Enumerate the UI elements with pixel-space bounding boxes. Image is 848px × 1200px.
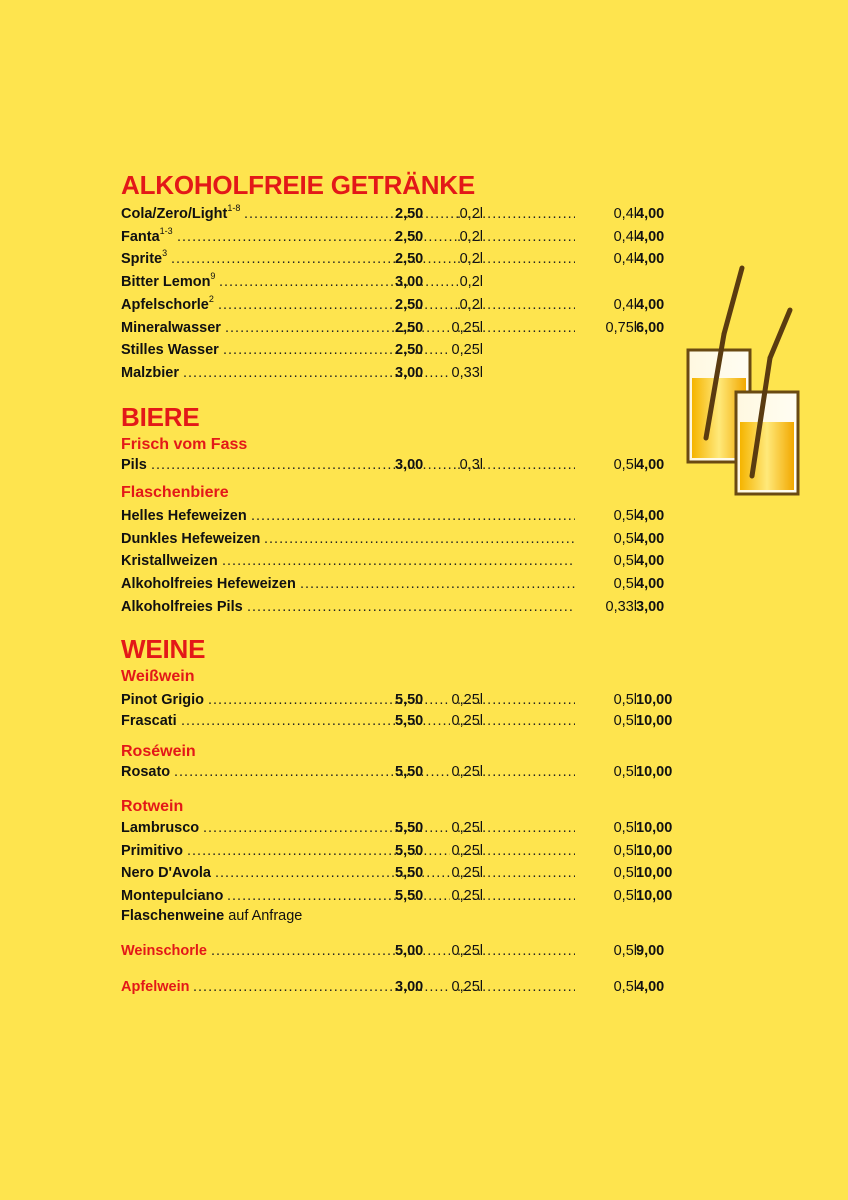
- item-name: [121, 761, 170, 783]
- subtitle-rosewein: Roséwein: [121, 743, 196, 760]
- item-size-large: 0,4l: [613, 206, 637, 222]
- item-size: 0,2l: [459, 274, 483, 291]
- item-name-text: Pinot Grigio: [121, 692, 204, 708]
- item-price: 2,50: [395, 206, 424, 222]
- item-name-text: Helles Hefeweizen: [121, 508, 247, 524]
- item-price-large: 4,00: [636, 553, 665, 570]
- flaschenweine-note: [121, 905, 681, 927]
- item-name: [121, 862, 211, 884]
- item-name: [121, 976, 189, 998]
- item-price: 5,50: [395, 764, 424, 780]
- item-name-text: Stilles Wasser: [121, 342, 219, 359]
- item-name: [121, 362, 179, 384]
- item-price: 5,50: [395, 842, 424, 859]
- dot-leader: [457, 226, 575, 248]
- dot-leader: [457, 817, 575, 839]
- item-size-large: 0,5l: [613, 508, 637, 524]
- menu-item: [121, 271, 681, 293]
- footnote-marker: 3: [162, 248, 168, 259]
- item-size: 0,2l: [459, 206, 483, 222]
- item-name: [121, 271, 215, 293]
- item-price: 5,50: [395, 865, 424, 882]
- menu-item: [121, 528, 681, 550]
- item-size-large: 0,4l: [613, 228, 637, 245]
- item-name-text: Cola/Zero/Light: [121, 206, 228, 222]
- item-name: [121, 596, 243, 618]
- item-name: [121, 339, 219, 361]
- menu-item: [121, 817, 681, 839]
- item-price: 5,00: [395, 943, 424, 959]
- item-price: 2,50: [395, 342, 424, 359]
- item-name-text: Bitter Lemon: [121, 274, 211, 291]
- subtitle-rotwein: Rotwein: [121, 798, 184, 815]
- item-price: 2,50: [395, 319, 424, 336]
- item-size: 0,25l: [451, 319, 483, 336]
- menu-item: [121, 710, 681, 732]
- item-price-large: 9,00: [636, 943, 665, 959]
- menu-item: [121, 976, 681, 998]
- dot-leader: [251, 505, 575, 527]
- item-name: [121, 573, 296, 595]
- item-price: 5,50: [395, 713, 424, 729]
- dot-leader: [457, 761, 575, 783]
- dot-leader: [457, 317, 575, 339]
- item-size-large: 0,5l: [613, 764, 637, 780]
- item-size-large: 0,75l: [605, 319, 637, 336]
- menu-item: [121, 840, 681, 862]
- item-price: 3,00: [395, 364, 424, 381]
- item-price: 2,50: [395, 251, 424, 268]
- dot-leader: [222, 550, 575, 572]
- item-size: 0,2l: [459, 228, 483, 245]
- item-size-large: 0,5l: [613, 820, 637, 836]
- section-title-biere: BIERE: [121, 402, 200, 432]
- dot-leader: [244, 203, 458, 225]
- menu-item: [121, 550, 681, 572]
- menu-item: [121, 573, 681, 595]
- section-title-weine: WEINE: [121, 634, 206, 664]
- item-price-large: 10,00: [636, 820, 673, 836]
- item-name-text: Apfelschorle: [121, 296, 209, 313]
- menu-item: [121, 362, 681, 384]
- item-name: [121, 689, 204, 711]
- item-price: 5,50: [395, 692, 424, 708]
- item-name-text: Dunkles Hefeweizen: [121, 530, 261, 547]
- item-name: [121, 505, 247, 527]
- item-price: 3,00: [395, 979, 424, 995]
- item-name: [121, 226, 173, 248]
- menu-item: [121, 226, 681, 248]
- menu-item: [121, 862, 681, 884]
- item-size-large: 0,5l: [613, 553, 637, 570]
- dot-leader: [457, 976, 575, 998]
- item-size: 0,25l: [451, 820, 483, 836]
- item-size-large: 0,5l: [613, 530, 637, 547]
- menu-item: [121, 505, 681, 527]
- dot-leader: [457, 840, 575, 862]
- item-name-text: Fanta: [121, 228, 160, 245]
- dot-leader: [457, 710, 575, 732]
- item-price: 5,50: [395, 888, 424, 905]
- item-price-large: 4,00: [636, 576, 665, 593]
- dot-leader: [264, 528, 575, 550]
- footnote-marker: 2: [208, 293, 214, 304]
- item-name-text: Lambrusco: [121, 820, 200, 836]
- item-price-large: 10,00: [636, 842, 673, 859]
- menu-item: [121, 761, 681, 783]
- item-price-large: 10,00: [636, 764, 673, 780]
- item-price-large: 3,00: [636, 598, 665, 615]
- item-size: 0,3l: [459, 457, 483, 473]
- item-name-text: Alkoholfreies Pils: [121, 598, 243, 615]
- item-name-text: Alkoholfreies Hefeweizen: [121, 576, 296, 593]
- section-title-alkoholfrei: ALKOHOLFREIE GETRÄNKE: [121, 170, 476, 200]
- item-size-large: 0,5l: [613, 979, 637, 995]
- item-price-large: 4,00: [636, 457, 665, 473]
- item-size-large: 0,5l: [613, 842, 637, 859]
- item-price: 3,00: [395, 457, 424, 473]
- item-price-large: 4,00: [636, 530, 665, 547]
- item-name-text: Pils: [121, 457, 147, 473]
- item-name: [121, 710, 177, 732]
- item-name: [121, 528, 260, 550]
- item-name-text: Nero D'Avola: [121, 865, 211, 882]
- menu-item: [121, 294, 681, 316]
- item-name-text: Weinschorle: [121, 943, 207, 959]
- item-size-large: 0,5l: [613, 576, 637, 593]
- menu-item: [121, 203, 681, 225]
- item-name-text: Apfelwein: [121, 979, 190, 995]
- item-size: 0,25l: [451, 943, 483, 959]
- dot-leader: [300, 573, 575, 595]
- menu-item: [121, 596, 681, 618]
- item-price-large: 4,00: [636, 206, 665, 222]
- item-name: [121, 454, 147, 476]
- item-price: 2,50: [395, 228, 424, 245]
- subtitle-flaschenbiere: Flaschenbiere: [121, 484, 229, 501]
- menu-item: [121, 940, 681, 962]
- item-name: [121, 203, 240, 225]
- item-name: [121, 550, 218, 572]
- menu-page: [121, 0, 721, 1200]
- item-price-large: 4,00: [636, 508, 665, 524]
- item-name: [121, 940, 207, 962]
- item-price-large: 10,00: [636, 888, 673, 905]
- item-size-large: 0,5l: [613, 457, 637, 473]
- dot-leader: [457, 940, 575, 962]
- two-drink-glasses-with-straws-icon: [686, 262, 806, 502]
- footnote-marker: 1-8: [227, 203, 241, 213]
- item-size: 0,25l: [451, 865, 483, 882]
- item-name: [121, 317, 221, 339]
- item-size: 0,33l: [451, 364, 483, 381]
- item-size-large: 0,5l: [613, 692, 637, 708]
- item-size-large: 0,5l: [613, 865, 637, 882]
- item-name-text: Sprite: [121, 251, 163, 268]
- item-size: 0,25l: [451, 979, 483, 995]
- dot-leader: [457, 885, 575, 907]
- item-name-text: Malzbier: [121, 364, 180, 381]
- subtitle-fass: Frisch vom Fass: [121, 436, 248, 453]
- item-name: [121, 248, 167, 270]
- item-price: 3,00: [395, 274, 424, 291]
- item-name-text: Primitivo: [121, 842, 184, 859]
- dot-leader: [457, 862, 575, 884]
- item-size-large: 0,5l: [613, 943, 637, 959]
- menu-item: [121, 885, 681, 907]
- item-name-text: Kristallweizen: [121, 553, 218, 570]
- item-name-text: Montepulciano: [121, 888, 224, 905]
- dot-leader: [457, 203, 575, 225]
- item-size-large: 0,5l: [613, 713, 637, 729]
- item-size-large: 0,4l: [613, 296, 637, 313]
- item-name-text: Rosato: [121, 764, 171, 780]
- footnote-marker: 9: [210, 271, 216, 282]
- dot-leader: [457, 454, 575, 476]
- menu-item: [121, 689, 681, 711]
- flaschenweine-note-text: auf Anfrage: [228, 908, 303, 924]
- item-name-text: Mineralwasser: [121, 319, 221, 336]
- item-price: 5,50: [395, 820, 424, 836]
- dot-leader: [457, 294, 575, 316]
- item-name: [121, 294, 214, 316]
- item-price-large: 4,00: [636, 979, 665, 995]
- flaschenweine-label: Flaschenweine: [121, 908, 225, 924]
- item-size-large: 0,4l: [613, 251, 637, 268]
- item-size: 0,25l: [451, 692, 483, 708]
- item-name: [121, 885, 223, 907]
- item-price-large: 4,00: [636, 296, 665, 313]
- item-name: [121, 840, 183, 862]
- item-price-large: 6,00: [636, 319, 665, 336]
- item-size-large: 0,5l: [613, 888, 637, 905]
- dot-leader: [457, 689, 575, 711]
- dot-leader: [457, 248, 575, 270]
- item-name: [121, 817, 199, 839]
- subtitle-weisswein: Weißwein: [121, 668, 195, 685]
- menu-item: [121, 339, 681, 361]
- item-size: 0,2l: [459, 296, 483, 313]
- item-price-large: 10,00: [636, 692, 673, 708]
- item-size-large: 0,33l: [605, 598, 637, 615]
- dot-leader: [247, 596, 575, 618]
- item-price: 2,50: [395, 296, 424, 313]
- footnote-marker: 1-3: [159, 225, 173, 236]
- item-price-large: 10,00: [636, 865, 673, 882]
- item-size: 0,25l: [451, 842, 483, 859]
- item-size: 0,25l: [451, 888, 483, 905]
- item-size: 0,2l: [459, 251, 483, 268]
- item-size: 0,25l: [451, 342, 483, 359]
- menu-item: [121, 317, 681, 339]
- item-size: 0,25l: [451, 713, 483, 729]
- menu-item: [121, 248, 681, 270]
- menu-item: [121, 454, 681, 476]
- item-name-text: Frascati: [121, 713, 177, 729]
- item-price-large: 10,00: [636, 713, 673, 729]
- item-price-large: 4,00: [636, 228, 665, 245]
- item-size: 0,25l: [451, 764, 483, 780]
- item-price-large: 4,00: [636, 251, 665, 268]
